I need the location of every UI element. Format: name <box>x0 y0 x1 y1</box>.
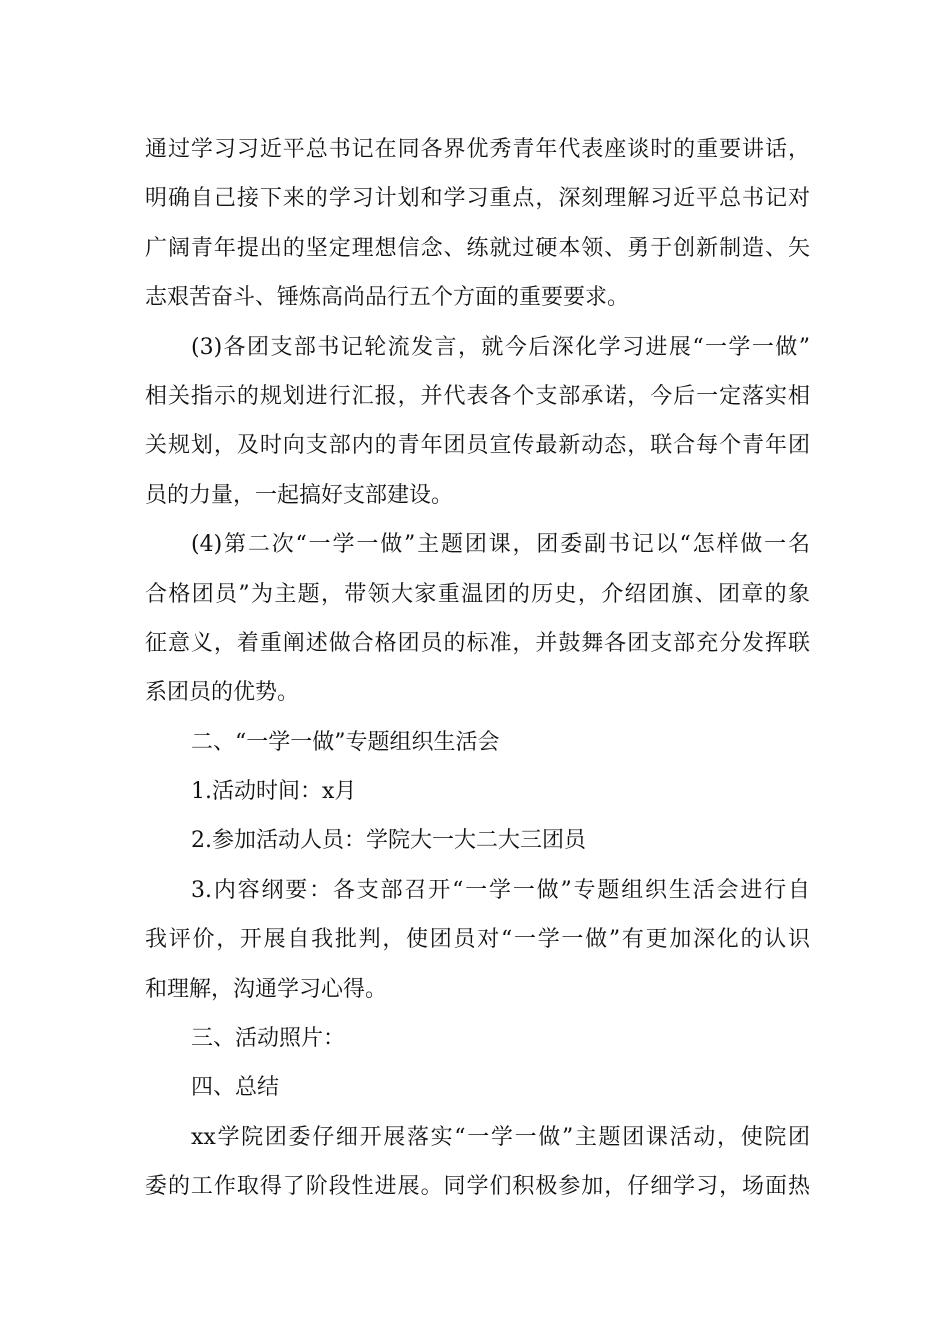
text-line: 合格团员”为主题，带领大家重温团的历史，介绍团旗、团章的象 <box>145 581 810 607</box>
text-line: (3)各团支部书记轮流发言，就今后深化学习进展“一学一做” <box>191 334 810 360</box>
text-line: 相关指示的规划进行汇报，并代表各个支部承诺，今后一定落实相 <box>145 383 810 409</box>
text-line: 我评价，开展自我批判，使团员对“一学一做”有更加深化的认识 <box>145 927 810 953</box>
list-item: 3.内容纲要：各支部召开“一学一做”专题组织生活会进行自 <box>191 877 810 903</box>
text-line: 明确自己接下来的学习计划和学习重点，深刻理解习近平总书记对 <box>145 186 810 212</box>
text-line: 和理解，沟通学习心得。 <box>145 976 388 1002</box>
text-line: 系团员的优势。 <box>145 680 300 706</box>
text-line: 关规划，及时向支部内的青年团员宣传最新动态，联合每个青年团 <box>145 433 810 459</box>
text-line: (4)第二次“一学一做”主题团课，团委副书记以“怎样做一名 <box>191 532 810 558</box>
section-heading: 二、“一学一做”专题组织生活会 <box>191 729 500 755</box>
text-line: xx学院团委仔细开展落实“一学一做”主题团课活动，使院团 <box>191 1124 810 1150</box>
text-line: 征意义，着重阐述做合格团员的标准，并鼓舞各团支部充分发挥联 <box>145 630 810 656</box>
document-body <box>145 125 810 1212</box>
text-line: 广阔青年提出的坚定理想信念、练就过硬本领、勇于创新制造、矢 <box>145 235 810 261</box>
text-line: 通过学习习近平总书记在同各界优秀青年代表座谈时的重要讲话， <box>145 137 810 162</box>
text-line: 志艰苦奋斗、锤炼高尚品行五个方面的重要要求。 <box>145 285 630 311</box>
list-item: 1.活动时间：x月 <box>191 779 357 805</box>
section-heading: 三、活动照片： <box>191 1026 346 1052</box>
list-item: 2.参加活动人员：学院大一大二大三团员 <box>191 828 586 854</box>
text-line: 员的力量，一起搞好支部建设。 <box>145 482 454 508</box>
section-heading: 四、总结 <box>191 1075 280 1101</box>
text-line: 委的工作取得了阶段性进展。同学们积极参加，仔细学习，场面热 <box>145 1174 810 1200</box>
